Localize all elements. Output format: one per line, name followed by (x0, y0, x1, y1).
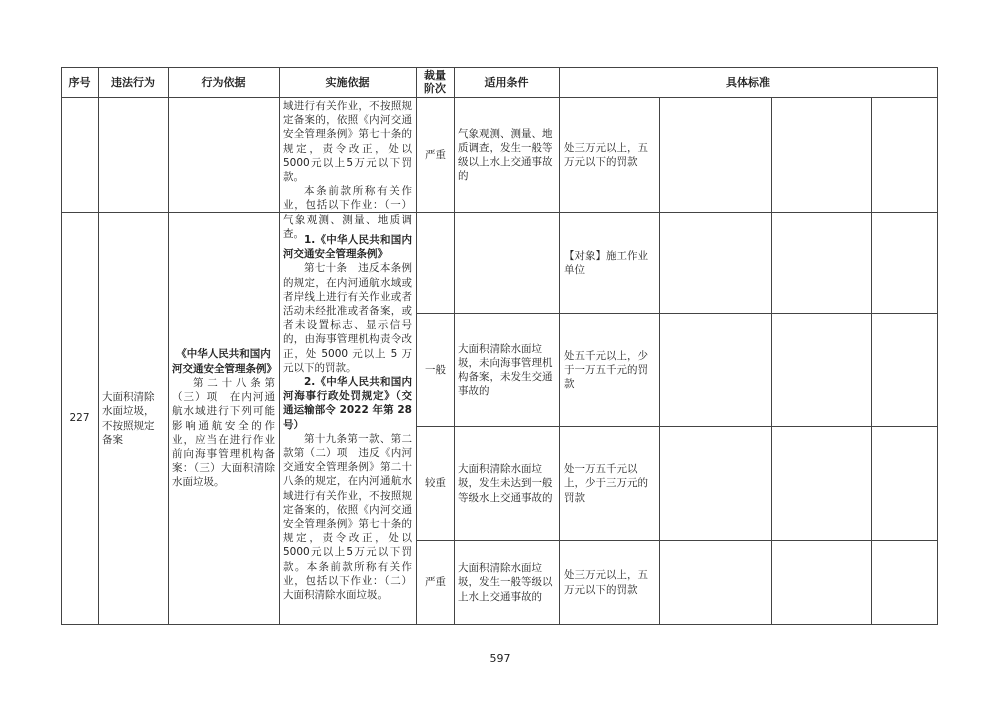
condition-severe-text: 大面积清除水面垃圾，发生一般等级以上水上交通事故的 (458, 562, 553, 603)
violation-behavior-text: 大面积清除水面垃圾，不按照规定备案 (102, 391, 155, 446)
header-condition: 适用条件 (484, 75, 529, 89)
row-number: 227 (69, 412, 90, 425)
prev-condition-text: 气象观测、测量、地质调查，发生一般等级以上水上交通事故的 (458, 127, 553, 183)
target-standard-text: 【对象】施工作业单位 (564, 249, 648, 276)
header-basis: 行为依据 (201, 75, 246, 89)
level-severe: 严重 (425, 576, 446, 589)
header-no: 序号 (68, 75, 91, 89)
standard-serious-text: 处一万五千元以上，少于三万元的罚款 (564, 463, 648, 504)
prev-standard (564, 98, 656, 212)
prev-impl-para-2: 本条前款所称有关作业，包括以下作业：（一）气象观测、测量、地质调查。 (283, 185, 412, 240)
target-standard (564, 213, 656, 313)
header-behavior: 违法行为 (111, 75, 155, 89)
standard-general-text: 处五千元以上，少于一万五千元的罚款 (564, 349, 648, 391)
standard-general (564, 314, 656, 426)
impl-title-2: 2.《中华人民共和国内河海事行政处罚规定》（交通运输部令 2022 年第 28 号） (283, 376, 412, 431)
condition-general-text: 大面积清除水面垃圾，未向海事管理机构备案，未发生交通事故的 (458, 342, 553, 398)
basis-title: 《中华人民共和国内河交通安全管理条例》 (172, 348, 277, 375)
prev-impl-para-1: 域进行有关作业，不按照规定备案的，依照《内河交通安全管理条例》第七十条的规定，责令改正，处以5000元以上5万元以下罚款。 (283, 100, 412, 184)
legal-basis (172, 213, 275, 624)
header-level: 裁量阶次 (424, 69, 446, 95)
level-serious: 较重 (425, 477, 446, 490)
condition-serious (458, 427, 555, 540)
violation-behavior (102, 213, 164, 624)
prev-impl-text (283, 99, 412, 241)
header-standard: 具体标准 (726, 75, 770, 89)
impl-title-1: 1.《中华人民共和国内河交通安全管理条例》 (283, 234, 412, 261)
condition-serious-text: 大面积清除水面垃圾，发生未达到一般等级水上交通事故的 (458, 463, 553, 504)
condition-general (458, 314, 555, 426)
prev-condition (458, 98, 555, 212)
standard-severe-text: 处三万元以上，五万元以下的罚款 (564, 569, 648, 596)
header-impl: 实施依据 (325, 75, 370, 89)
basis-text: 第二十八条第（三）项 在内河通航水域进行下列可能影响通航安全的作业，应当在进行作业前向海事管理机构备案：（三）大面积清除水面垃圾。 (172, 376, 275, 489)
prev-level: 严重 (425, 148, 446, 161)
impl-basis (283, 233, 412, 602)
penalty-table (61, 67, 938, 625)
prev-standard-text: 处三万元以上，五万元以下的罚款 (564, 141, 648, 168)
level-general: 一般 (425, 363, 446, 376)
condition-severe (458, 541, 555, 624)
page-number: 597 (489, 652, 511, 665)
impl-text-1: 第七十条 违反本条例的规定，在内河通航水域或者岸线上进行有关作业或者活动未经批准或者备案，或者未设置标志、显示信号的，由海事管理机构责令改正，处 5000 元以上 5 万元以下的罚款。 (283, 262, 412, 374)
standard-serious (564, 427, 656, 540)
standard-severe (564, 541, 656, 624)
impl-text-2: 第十九条第一款、第二款第（二）项 违反《内河交通安全管理条例》第二十八条的规定，在内河通航水域进行有关作业，不按照规定备案的，依照《内河交通安全管理条例》第七十条的规定，责令改正，处以5000元以上5万元以下罚款。本条前款所称有关作业，包括以下作业：（二）大面积清除水面垃圾。 (283, 432, 412, 602)
